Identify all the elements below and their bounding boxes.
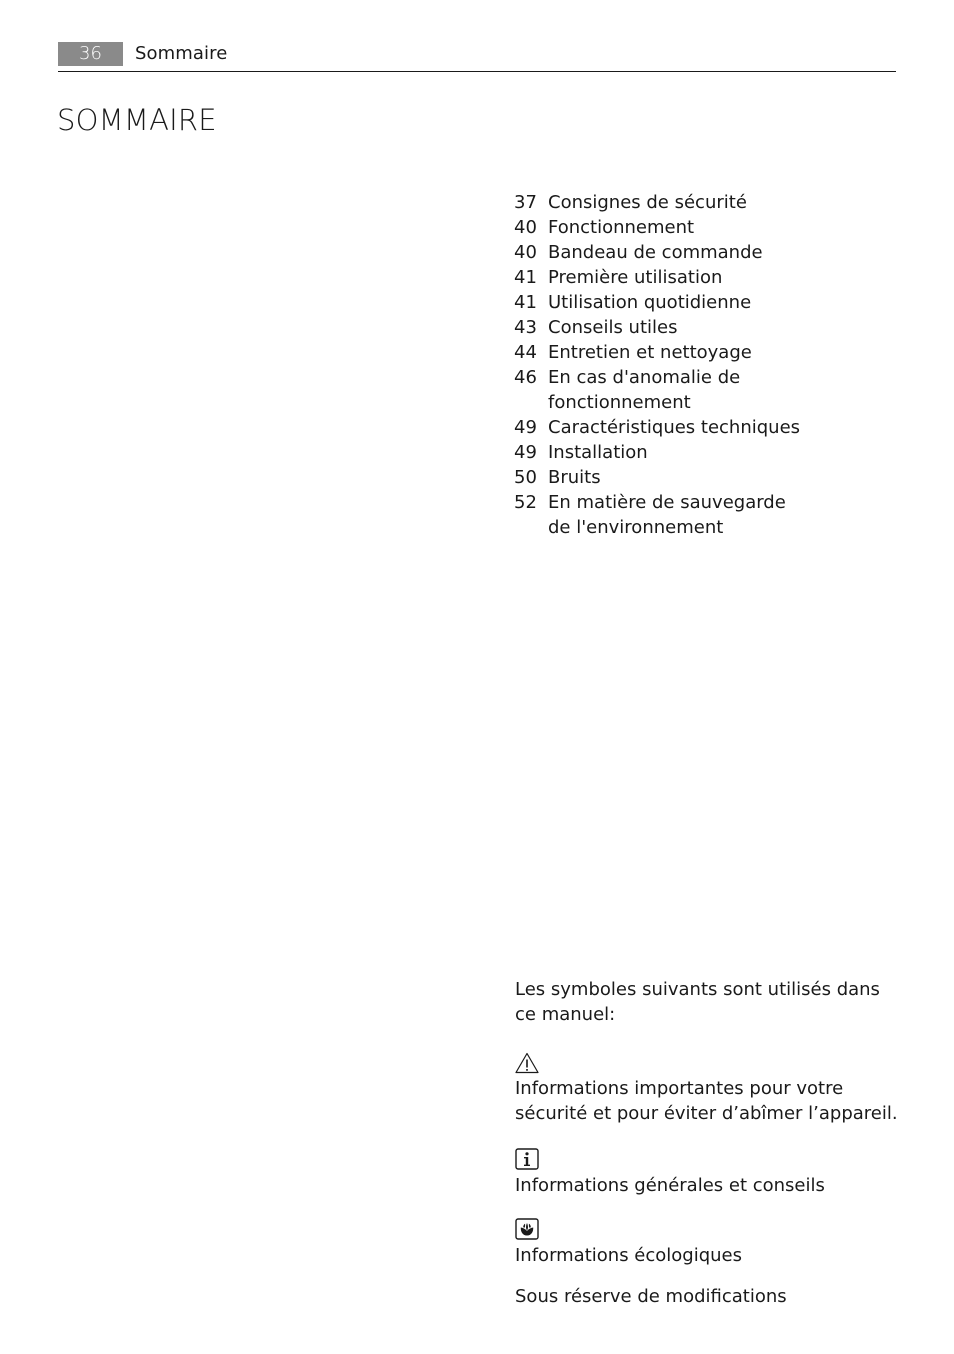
toc-page-number: 40 — [514, 242, 537, 263]
toc-label: Entretien et nettoyage — [548, 342, 752, 363]
toc-label: Installation — [548, 442, 648, 463]
toc-page-number: 49 — [514, 417, 537, 438]
toc-page-number: 37 — [514, 192, 537, 213]
warning-triangle-icon — [515, 1052, 539, 1074]
toc-page-number: 41 — [514, 267, 537, 288]
toc-label: Consignes de sécurité — [548, 192, 747, 213]
symbols-legend — [515, 977, 900, 1309]
toc-item[interactable] — [514, 240, 894, 265]
toc-item[interactable] — [514, 365, 894, 415]
toc-page-number: 52 — [514, 492, 537, 513]
info-icon — [515, 1148, 539, 1170]
toc-item[interactable] — [514, 315, 894, 340]
toc-label: Fonctionnement — [548, 217, 695, 238]
page-title: SOMMAIRE — [57, 103, 217, 137]
toc-item[interactable] — [514, 490, 894, 540]
eco-text: Informations écologiques — [515, 1245, 743, 1266]
toc-label: En cas d'anomalie de fonctionnement — [548, 367, 741, 413]
toc-page-number: 41 — [514, 292, 537, 313]
toc-item[interactable] — [514, 190, 894, 215]
toc-label: En matière de sauvegarde de l'environnement — [548, 492, 786, 538]
eco-leaf-icon — [515, 1218, 539, 1240]
warning-text: Informations importantes pour votre sécurité et pour éviter d’abîmer l’appareil. — [515, 1078, 898, 1124]
toc-label: Première utilisation — [548, 267, 723, 288]
page-number: 36 — [58, 42, 123, 66]
toc-label: Caractéristiques techniques — [548, 417, 801, 438]
toc-label: Bandeau de commande — [548, 242, 763, 263]
toc-page-number: 44 — [514, 342, 537, 363]
toc-page-number: 49 — [514, 442, 537, 463]
toc-item[interactable] — [514, 415, 894, 440]
toc-page-number: 46 — [514, 367, 537, 388]
toc-item[interactable] — [514, 290, 894, 315]
header-section-title: Sommaire — [135, 43, 228, 64]
footer-note: Sous réserve de modifications — [515, 1286, 787, 1307]
toc-item[interactable] — [514, 465, 894, 490]
toc-page-number: 50 — [514, 467, 537, 488]
toc-item[interactable] — [514, 340, 894, 365]
toc-item[interactable] — [514, 265, 894, 290]
table-of-contents — [514, 190, 894, 540]
toc-item[interactable] — [514, 440, 894, 465]
toc-page-number: 40 — [514, 217, 537, 238]
page-header — [58, 40, 896, 72]
toc-item[interactable] — [514, 215, 894, 240]
info-text: Informations générales et conseils — [515, 1175, 825, 1196]
toc-label: Utilisation quotidienne — [548, 292, 752, 313]
toc-label: Bruits — [548, 467, 601, 488]
symbols-intro: Les symboles suivants sont utilisés dans ce manuel: — [515, 979, 880, 1025]
toc-page-number: 43 — [514, 317, 537, 338]
toc-label: Conseils utiles — [548, 317, 678, 338]
